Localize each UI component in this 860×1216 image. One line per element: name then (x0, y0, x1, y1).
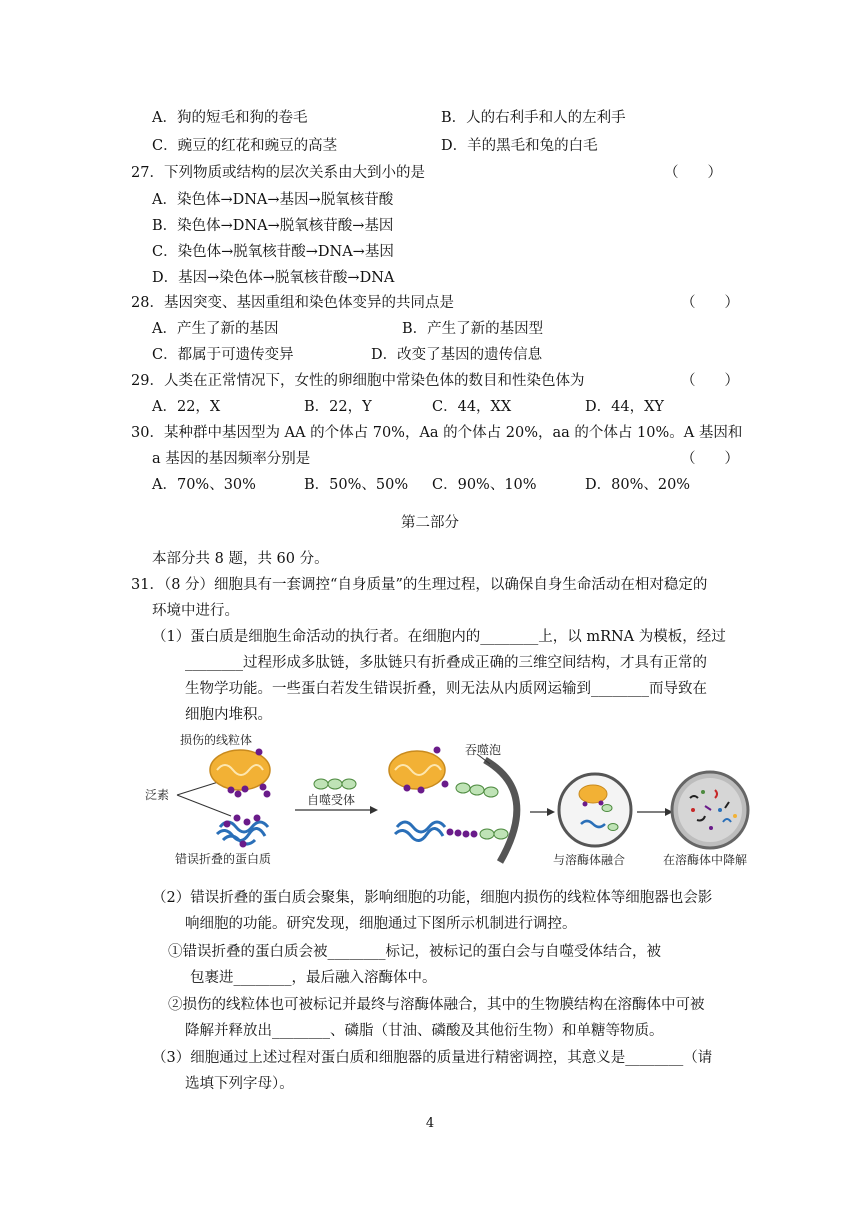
q27-stem: 27．下列物质或结构的层次关系由大到小的是 (131, 165, 425, 181)
label-phagophore: 吞噬泡 (465, 743, 502, 757)
page-number: 4 (425, 1116, 435, 1131)
label-autophagy-receptor: 自噬受体 (307, 793, 356, 807)
q31-part2b-line2: 降解并释放出________、磷脂（甘油、磷酸及其他衍生物）和单糖等物质。 (185, 1023, 664, 1039)
q29-option-c: C．44，XX (432, 399, 512, 415)
label-damaged-mitochondria: 损伤的线粒体 (180, 733, 253, 747)
q26-option-a: A．狗的短毛和狗的卷毛 (152, 110, 308, 126)
mitochondria-icon (210, 749, 271, 798)
label-degrade-lysosome: 在溶酶体中降解 (663, 853, 748, 867)
q30-stem-line1: 30．某种群中基因型为 AA 的个体占 70%，Aa 的个体占 20%，aa 的个体占 10%。A 基因和 (131, 425, 743, 441)
q31-part1-line1: （1）蛋白质是细胞生命活动的执行者。在细胞内的________上，以 mRNA 为模板，经过 (152, 629, 726, 645)
q27-option-a: A．染色体→DNA→基因→脱氧核苷酸 (152, 192, 394, 208)
q29-stem: 29．人类在正常情况下，女性的卵细胞中常染色体的数目和性染色体为 (131, 373, 585, 389)
q28-answer-paren: （ ） (681, 295, 739, 311)
q31-part1-line3: 生物学功能。一些蛋白若发生错误折叠，则无法从内质网运输到________而导致在 (185, 681, 707, 697)
q30-option-b: B．50%、50% (304, 477, 409, 493)
q31-part2a-line1: ①错误折叠的蛋白质会被________标记，被标记的蛋白会与自噬受体结合，被 (168, 944, 661, 960)
q29-option-a: A．22，X (152, 399, 221, 415)
q28-option-c: C．都属于可遗传变异 (152, 347, 294, 363)
q27-option-d: D．基因→染色体→脱氧核苷酸→DNA (152, 270, 395, 286)
q29-option-d: D．44，XY (585, 399, 664, 415)
q30-option-a: A．70%、30% (152, 477, 256, 493)
q27-option-b: B．染色体→DNA→脱氧核苷酸→基因 (152, 218, 394, 234)
autophagy-receptor-icon (314, 779, 356, 789)
q31-part2-line1: （2）错误折叠的蛋白质会聚集，影响细胞的功能，细胞内损伤的线粒体等细胞器也会影 (152, 890, 713, 906)
q30-answer-paren: （ ） (681, 451, 739, 467)
autophagy-figure (145, 732, 765, 877)
label-misfolded-protein: 错误折叠的蛋白质 (175, 852, 272, 866)
q29-answer-paren: （ ） (681, 373, 739, 389)
q28-option-b: B．产生了新的基因型 (402, 321, 544, 337)
misfolded-protein-icon (217, 815, 268, 848)
q28-option-d: D．改变了基因的遗传信息 (371, 347, 543, 363)
q28-option-a: A．产生了新的基因 (152, 321, 279, 337)
q31-part1-line2: ________过程形成多肽链，多肽链只有折叠成正确的三维空间结构，才具有正常的 (185, 655, 707, 671)
phagophore-icon (485, 760, 517, 862)
q30-option-c: C．90%、10% (432, 477, 537, 493)
q29-option-b: B．22，Y (304, 399, 372, 415)
q28-stem: 28．基因突变、基因重组和染色体变异的共同点是 (131, 295, 454, 311)
q31-part2b-line1: ②损伤的线粒体也可被标记并最终与溶酶体融合，其中的生物膜结构在溶酶体中可被 (168, 997, 705, 1013)
q26-option-b: B．人的右利手和人的左利手 (441, 110, 626, 126)
q26-option-d: D．羊的黑毛和兔的白毛 (441, 138, 598, 154)
section-title: 第二部分 (401, 515, 459, 531)
q31-part2a-line2: 包裹进________，最后融入溶酶体中。 (190, 970, 437, 986)
degrading-lysosome-icon (672, 772, 748, 848)
q30-stem-line2: a 基因的基因频率分别是 (152, 451, 311, 467)
q31-part1-line4: 细胞内堆积。 (185, 707, 272, 723)
fused-lysosome-icon (559, 774, 631, 846)
section-intro: 本部分共 8 题，共 60 分。 (152, 551, 329, 567)
q30-option-d: D．80%、20% (585, 477, 691, 493)
q26-option-c: C．豌豆的红花和豌豆的高茎 (152, 138, 338, 154)
q27-answer-paren: （ ） (664, 165, 722, 181)
label-ubiquitin: 泛素 (145, 788, 170, 802)
tagged-protein-icon (395, 822, 508, 841)
q31-part2-line2: 响细胞的功能。研究发现，细胞通过下图所示机制进行调控。 (185, 916, 577, 932)
q31-part3-line1: （3）细胞通过上述过程对蛋白质和细胞器的质量进行精密调控，其意义是________（请 (152, 1050, 713, 1066)
q27-option-c: C．染色体→脱氧核苷酸→DNA→基因 (152, 244, 394, 260)
q31-stem-line1: 31．（8 分）细胞具有一套调控“自身质量”的生理过程，以确保自身生命活动在相对稳定的 (131, 577, 708, 593)
q31-part3-line2: 选填下列字母）。 (185, 1076, 294, 1092)
label-fuse-lysosome: 与溶酶体融合 (553, 853, 626, 867)
q31-stem-line2: 环境中进行。 (152, 603, 239, 619)
